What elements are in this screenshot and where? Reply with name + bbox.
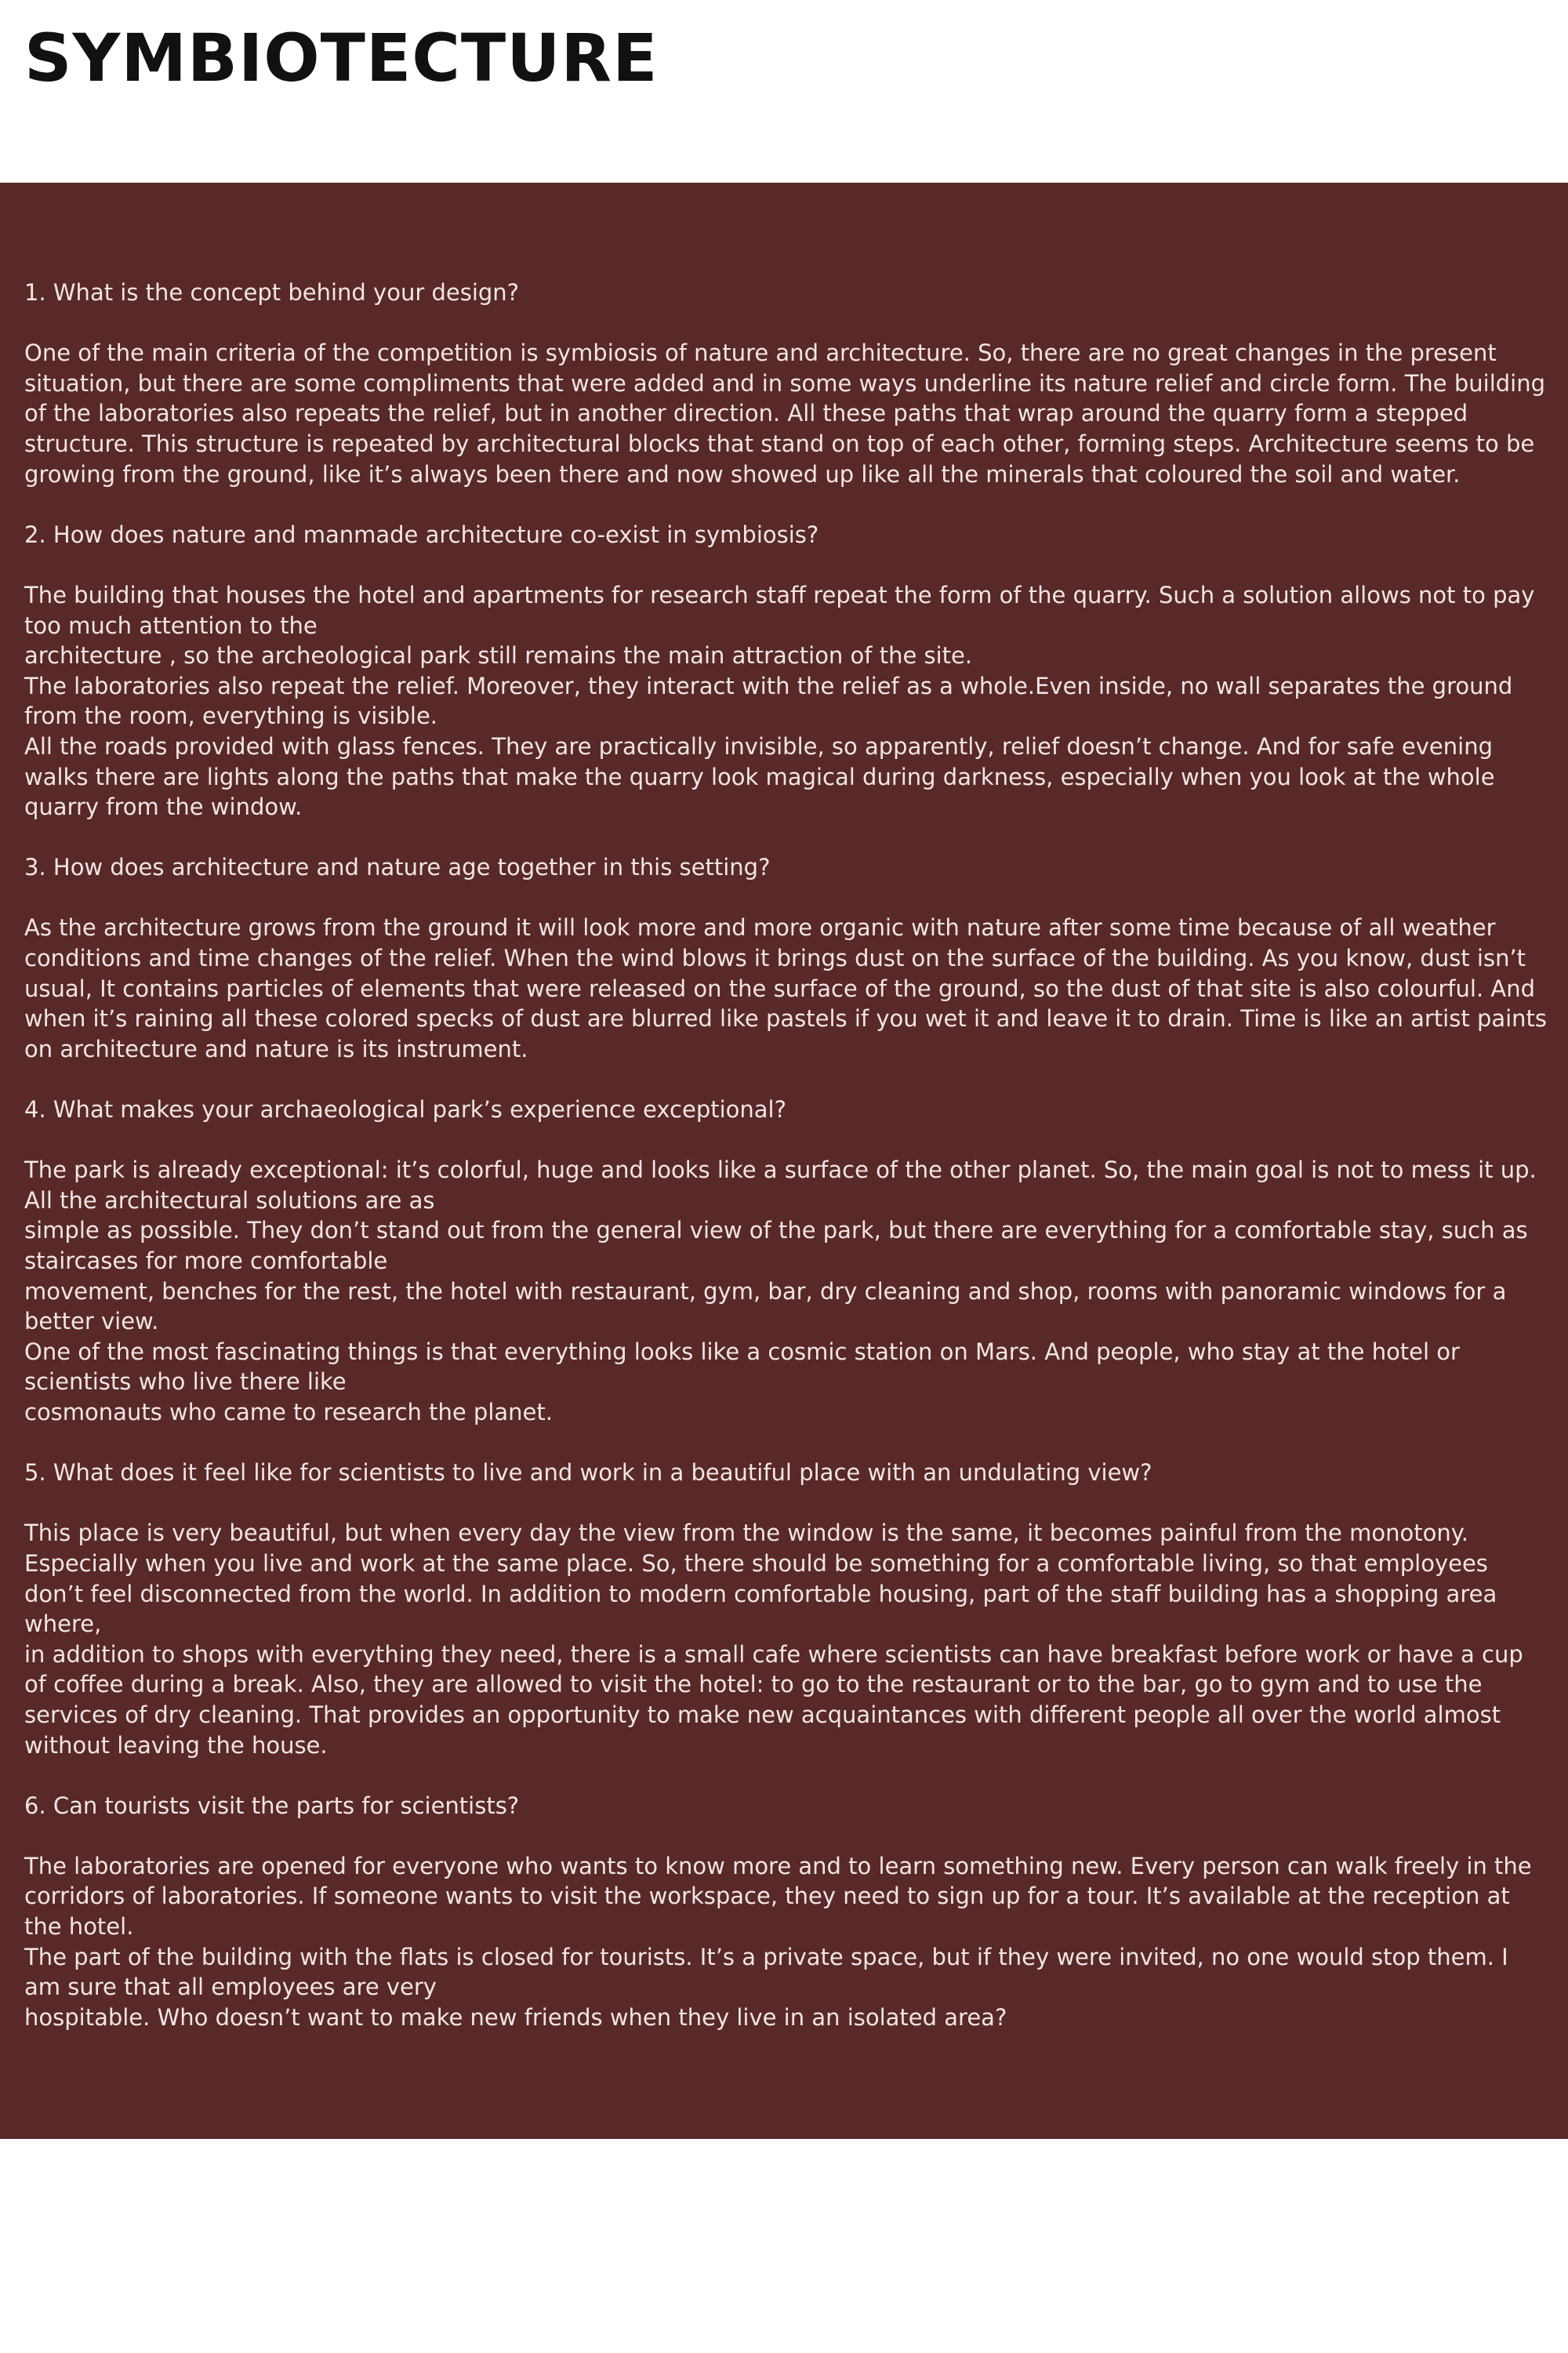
spacer [24, 1488, 1549, 1519]
spacer [24, 1428, 1549, 1458]
answer-5: This place is very beautiful, but when every day the view from the window is the same, it becomes painful from the monotony. Especially when you live and work at the same place. So, there should be something for a comfortable living, so that employees don’t feel disconnected from the world. In addition to modern comfortable housing, part of the staff building has a shopping area where, in addition to shops with everything they need, there is a small cafe where scientists can have breakfast before work or have a cup of coffee during a break. Also, they are allowed to visit the hotel: to go to the restaurant or to the bar, go to gym and to use the services of dry cleaning. That provides an opportunity to make new acquaintances with different people all over the world almost without leaving the house. [24, 1520, 1523, 1759]
spacer [24, 308, 1549, 339]
question-6: 6. Can tourists visit the parts for scientists? [24, 1792, 520, 1819]
spacer [24, 1064, 1549, 1095]
answer-4: The park is already exceptional: it’s colorful, huge and looks like a surface of the other planet. So, the main goal is not to mess it up. All the architectural solutions are as simple as possible. They don’t stand out from the general view of the park, but there are everything for a comfortable stay, such as staircases for more comfortable movement, benches for the rest, the hotel with restaurant, gym, bar, dry cleaning and shop, rooms with panoramic windows for a better view. One of the most fascinating things is that everything looks like a cosmic station on Mars. And people, who stay at the hotel or scientists who live there like cosmonauts who came to research the planet. [24, 1157, 1537, 1425]
spacer [24, 550, 1549, 580]
spacer [24, 1125, 1549, 1156]
spacer [24, 1821, 1549, 1851]
answer-2: The building that houses the hotel and apartments for research staff repeat the form of the quarry. Such a solution allows not to pay too much attention to the architecture , so the archeological park still remains the main attraction of the site. The laboratories also repeat the relief. Moreover, they interact with the relief as a whole.Even inside, no wall separates the ground from the room, everything is visible. All the roads provided with glass fences. They are practically invisible, so apparently, relief doesn’t change. And for safe evening walks there are lights along the paths that make the quarry look magical during darkness, especially when you look at the whole quarry from the window. [24, 581, 1535, 821]
answer-6: The laboratories are opened for everyone who wants to know more and to learn something new. Every person can walk freely in the corridors of laboratories. If someone wants to visit the workspace, they need to sign up for a tour. It’s available at the reception at the hotel. The part of the building with the flats is closed for tourists. It’s a private space, but if they were invited, no one would stop them. I am sure that all employees are very hospitable. Who doesn’t want to make new friends when they live in an isolated area? [24, 1852, 1532, 2031]
page-title: SYMBIOTECTURE [24, 20, 659, 96]
question-2: 2. How does nature and manmade architecture co-exist in symbiosis? [24, 521, 819, 548]
spacer [24, 883, 1549, 913]
answer-3: As the architecture grows from the ground it will look more and more organic with nature after some time because of all weather conditions and time changes of the relief. When the wind blows it brings dust on the surface of the building. As you know, dust isn’t usual, It contains particles of elements that were released on the surface of the ground, so the dust of that site is also colourful. And when it’s raining all these colored specks of dust are blurred like pastels if you wet it and leave it to drain. Time is like an artist paints on architecture and nature is its instrument. [24, 914, 1548, 1062]
question-5: 5. What does it feel like for scientists to live and work in a beautiful place with an undulating view? [24, 1459, 1152, 1487]
spacer [24, 822, 1549, 853]
question-1: 1. What is the concept behind your design? [24, 279, 520, 306]
question-4: 4. What makes your archaeological park’s experience exceptional? [24, 1096, 787, 1124]
question-3: 3. How does architecture and nature age together in this setting? [24, 854, 771, 881]
qa-content [24, 278, 1549, 2032]
spacer [24, 489, 1549, 520]
answer-1: One of the main criteria of the competition is symbiosis of nature and architecture. So, there are no great changes in the present situation, but there are some compliments that were added and in some ways underline its nature relief and circle form. The building of the laboratories also repeats the relief, but in another direction. All these paths that wrap around the quarry form a stepped structure. This structure is repeated by architectural blocks that stand on top of each other, forming steps. Architecture seems to be growing from the ground, like it’s always been there and now showed up like all the minerals that coloured the soil and water. [24, 340, 1546, 488]
spacer [24, 1760, 1549, 1791]
